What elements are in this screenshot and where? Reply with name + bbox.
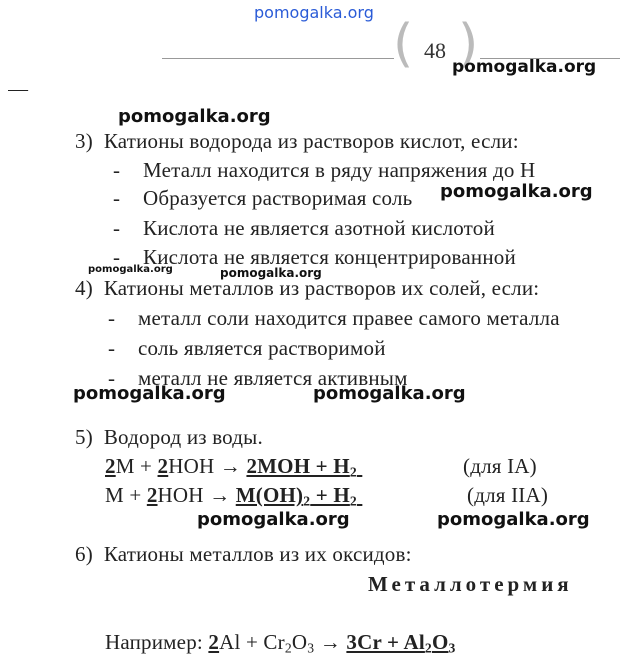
item-6-heading bbox=[75, 542, 412, 567]
watermark: pomogalka.org bbox=[440, 181, 593, 202]
list-item-text: металл соли находится правее самого металла bbox=[138, 306, 560, 330]
item-title: Катионы водорода из растворов кислот, если: bbox=[103, 129, 519, 153]
item-number: 6) bbox=[75, 542, 93, 566]
bullet-dash: - bbox=[108, 306, 116, 330]
list-item-text: металл не является активным bbox=[138, 366, 408, 390]
watermark: pomogalka.org bbox=[437, 509, 590, 530]
item-title: Водород из воды. bbox=[103, 425, 263, 449]
watermark: pomogalka.org bbox=[313, 383, 466, 404]
watermark: pomogalka.org bbox=[73, 383, 226, 404]
list-item bbox=[108, 306, 560, 331]
bullet-dash: - bbox=[108, 336, 116, 360]
item-number: 3) bbox=[75, 129, 93, 153]
equation-1: $2M + 2HOH \to 2MOH + H_2$ bbox=[105, 454, 357, 480]
page-number: 48 bbox=[424, 38, 446, 63]
item-number: 4) bbox=[75, 276, 93, 300]
bullet-dash: - bbox=[113, 158, 121, 182]
watermark: pomogalka.org bbox=[118, 106, 271, 127]
item-title: Катионы металлов из их оксидов: bbox=[103, 542, 412, 566]
example-equation: Например: $2Al + Cr_2O_3 \to 3Cr + Al_2O_3$ bbox=[105, 630, 456, 656]
cut-off-text: — bbox=[8, 88, 28, 100]
item-3-heading bbox=[75, 129, 519, 154]
item-4-heading bbox=[75, 276, 539, 301]
list-item-text: Образуется растворимая соль bbox=[143, 186, 413, 210]
list-item bbox=[113, 158, 535, 183]
bullet-dash: - bbox=[108, 366, 116, 390]
list-item bbox=[113, 186, 412, 211]
list-item-text: Металл находится в ряду напряжения до Н bbox=[143, 158, 536, 182]
list-item bbox=[108, 336, 386, 361]
watermark: pomogalka.org bbox=[197, 509, 350, 530]
list-item-text: Кислота не является азотной кислотой bbox=[143, 216, 495, 240]
bullet-dash: - bbox=[113, 186, 121, 210]
equation-1-note: (для IA) bbox=[463, 454, 537, 478]
watermark: pomogalka.org bbox=[88, 264, 173, 275]
item-number: 5) bbox=[75, 425, 93, 449]
list-item-text: Кислота не является концентрированной bbox=[143, 245, 516, 269]
watermark: pomogalka.org bbox=[452, 57, 597, 77]
list-item-text: соль является растворимой bbox=[138, 336, 386, 360]
page-bracket-right: ) bbox=[458, 14, 479, 74]
bullet-dash: - bbox=[113, 245, 121, 269]
item-title: Катионы металлов из растворов их солей, если: bbox=[103, 276, 540, 300]
equation-2-note: (для IIA) bbox=[467, 483, 549, 507]
list-item bbox=[113, 216, 495, 241]
header-rule-left bbox=[162, 58, 394, 59]
item-5-heading bbox=[75, 425, 263, 450]
page-bracket-left: ( bbox=[393, 14, 414, 74]
watermark-top: pomogalka.org bbox=[254, 3, 374, 22]
equation-2: $M + 2HOH \to M(OH)_2 + H_2$ bbox=[105, 483, 357, 509]
method-name: Металлотермия bbox=[368, 572, 573, 596]
watermark: pomogalka.org bbox=[220, 266, 322, 280]
bullet-dash: - bbox=[113, 216, 121, 240]
example-label: Например: bbox=[105, 630, 203, 654]
